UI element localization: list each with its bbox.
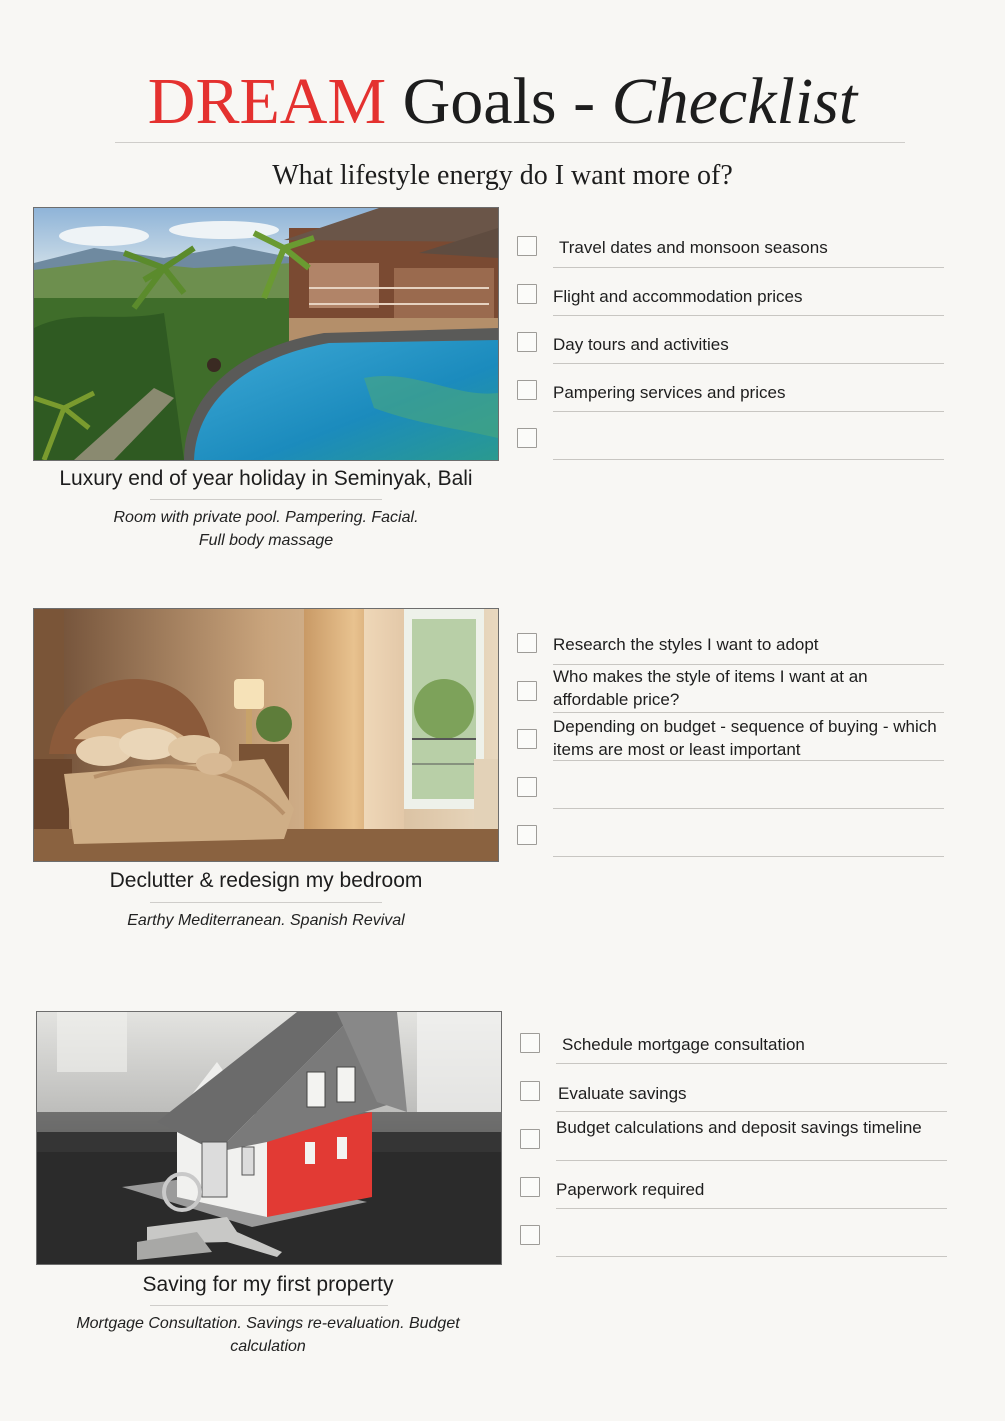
- page-title: [0, 62, 1005, 142]
- checklist-item: Paperwork required: [556, 1180, 705, 1199]
- checklist-item: Pampering services and prices: [553, 383, 786, 402]
- goal-title-divider: [150, 1305, 388, 1306]
- checklist-line: [553, 411, 944, 412]
- checklist-line: [553, 315, 944, 316]
- checklist-checkbox[interactable]: [520, 1129, 540, 1149]
- checklist-line: [553, 459, 944, 460]
- checklist-checkbox[interactable]: [517, 633, 537, 653]
- bali-villa-photo: [33, 207, 499, 461]
- checklist-checkbox[interactable]: [517, 380, 537, 400]
- checklist-item: Who makes the style of items I want at an affordable price?: [553, 667, 868, 709]
- checklist-line: [553, 363, 944, 364]
- header-divider: [115, 142, 905, 143]
- title-goals: Goals -: [402, 65, 596, 138]
- goal-title: Luxury end of year holiday in Seminyak, Bali: [59, 467, 473, 490]
- checklist-item: Schedule mortgage consultation: [562, 1035, 805, 1054]
- goal-description-line: Mortgage Consultation. Savings re-evaluation. Budget: [76, 1315, 460, 1332]
- goal-description-line: Room with private pool. Pampering. Facial.: [113, 509, 419, 526]
- checklist-checkbox[interactable]: [517, 729, 537, 749]
- checklist-checkbox[interactable]: [517, 236, 537, 256]
- checklist-item: Day tours and activities: [553, 335, 729, 354]
- goal-description-line: Full body massage: [198, 532, 334, 549]
- bedroom-photo: [33, 608, 499, 862]
- checklist-checkbox[interactable]: [517, 825, 537, 845]
- goal-description: [33, 506, 499, 552]
- title-checklist: Checklist: [611, 65, 858, 138]
- checklist-line: [556, 1063, 947, 1064]
- page-subtitle: What lifestyle energy do I want more of?: [272, 160, 733, 191]
- goal-description-line: calculation: [230, 1338, 306, 1355]
- house-model-photo: [36, 1011, 502, 1265]
- checklist-checkbox[interactable]: [520, 1225, 540, 1245]
- checklist-item: Research the styles I want to adopt: [553, 635, 819, 654]
- goal-title-divider: [150, 902, 382, 903]
- checklist-line: [553, 760, 944, 761]
- checklist-line: [556, 1208, 947, 1209]
- checklist-line: [553, 267, 944, 268]
- checklist-checkbox[interactable]: [517, 681, 537, 701]
- checklist-checkbox[interactable]: [517, 428, 537, 448]
- checklist-line: [556, 1160, 947, 1161]
- checklist-item: Depending on budget - sequence of buying - which items are most or least important: [553, 717, 937, 759]
- goal-description: [33, 1312, 503, 1358]
- checklist-checkbox[interactable]: [520, 1177, 540, 1197]
- goal-description: [33, 909, 499, 932]
- checklist-checkbox[interactable]: [517, 332, 537, 352]
- goal-description-line: Earthy Mediterranean. Spanish Revival: [127, 912, 405, 929]
- goal-title: Declutter & redesign my bedroom: [109, 869, 423, 892]
- checklist-checkbox[interactable]: [520, 1081, 540, 1101]
- goal-title-divider: [150, 499, 382, 500]
- checklist-item: Flight and accommodation prices: [553, 287, 803, 306]
- checklist-checkbox[interactable]: [517, 284, 537, 304]
- checklist-line: [553, 856, 944, 857]
- title-dream: DREAM: [147, 65, 387, 138]
- checklist-item: Travel dates and monsoon seasons: [559, 238, 828, 257]
- checklist-item: Evaluate savings: [558, 1084, 687, 1103]
- checklist-line: [556, 1111, 947, 1112]
- checklist-line: [553, 808, 944, 809]
- checklist-checkbox[interactable]: [520, 1033, 540, 1053]
- checklist-item: Budget calculations and deposit savings timeline: [556, 1118, 922, 1137]
- checklist-checkbox[interactable]: [517, 777, 537, 797]
- goal-title: Saving for my first property: [142, 1273, 394, 1296]
- checklist-line: [556, 1256, 947, 1257]
- checklist-line: [553, 712, 944, 713]
